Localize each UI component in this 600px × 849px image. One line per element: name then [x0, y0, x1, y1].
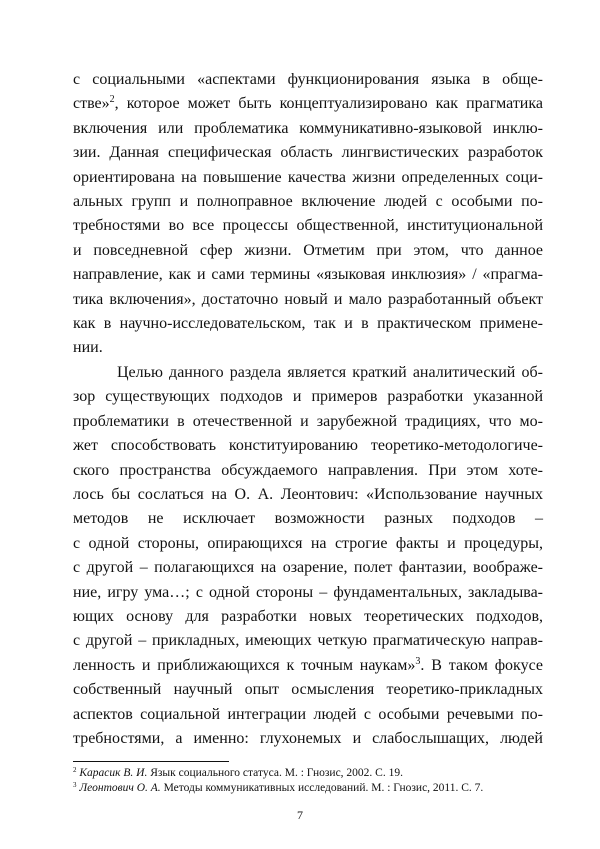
text-line: ского пространства обсуждаемого направления. При этом хоте- [73, 461, 543, 479]
text-line: требностями во все процессы общественной, институциональной [73, 217, 543, 235]
footnote-author: Карасик В. И. [79, 767, 148, 779]
text-line [73, 92, 543, 116]
text-line: лось бы сослаться на О. А. Леонтович: «Использование научных [73, 485, 543, 503]
text-line: требностями, а именно: глухонемых и слабослышащих, людей [73, 729, 543, 747]
text-line: нии. [73, 339, 103, 357]
footnote-text: Язык социального статуса. М. : Гнозис, 2002. С. 19. [147, 767, 403, 779]
text-line: тика включения», достаточно новый и мало разработанный объект [73, 290, 543, 308]
text-line: жет способствовать конституированию теоретико-методологиче- [73, 437, 543, 455]
text-fragment: ленность и приближающихся к точным наукам» [73, 656, 416, 674]
text-fragment: стве» [73, 95, 110, 113]
main-text [73, 68, 543, 751]
footnote-author: Леонтович О. А. [79, 781, 161, 794]
text-line: направление, как и сами термины «языковая инклюзия» / «прагма- [73, 266, 543, 284]
footnotes [73, 766, 543, 795]
text-line: аспектов социальной интеграции людей с особыми речевыми по- [73, 705, 543, 723]
footnote-text: Методы коммуникативных исследований. М. : Гнозис, 2011. С. 7. [160, 781, 484, 794]
text-line: с одной стороны, опирающихся на строгие факты и процедуры, [73, 534, 543, 552]
text-line: ющих основу для разработки новых теоретических подходов, [73, 607, 543, 625]
text-line: методов не исключает возможности разных подходов – [73, 510, 543, 528]
footnote [73, 781, 543, 796]
text-fragment: . В таком фокусе [420, 656, 544, 674]
text-line [73, 654, 543, 678]
text-fragment: , которое может быть концептуализировано как прагматика [114, 95, 543, 113]
text-line: альных групп и полноправное включение людей с особыми по- [73, 193, 543, 211]
footnote-ref: 2 [109, 94, 115, 106]
text-line: как в научно-исследовательском, так и в практическом примене- [73, 315, 543, 333]
footnote-number: 3 [73, 780, 77, 789]
text-line: ориентирована на повышение качества жизни определенных соци- [73, 168, 543, 186]
text-line: зии. Данная специфическая область лингвистических разработок [73, 144, 543, 162]
text-line: с другой – прикладных, имеющих четкую прагматическую направ- [73, 632, 543, 650]
footnote-divider [73, 761, 229, 762]
text-line: Целью данного раздела является краткий аналитический об- [117, 363, 543, 381]
footnote-number: 2 [73, 766, 77, 774]
page-number: 7 [297, 808, 303, 822]
text-line: зор существующих подходов и примеров разработки указанной [73, 388, 543, 406]
text-line: собственный научный опыт осмысления теоретико-прикладных [73, 681, 543, 699]
text-line: включения или проблематика коммуникативно-языковой инклю- [73, 119, 543, 137]
footnote [73, 766, 543, 781]
text-line: с социальными «аспектами функционирования языка в обще- [73, 71, 543, 88]
text-line: и повседневной сфер жизни. Отметим при этом, что данное [73, 241, 543, 259]
text-line: с другой – полагающихся на озарение, полет фантазии, воображе- [73, 559, 543, 577]
text-line: проблематики в отечественной и зарубежной традициях, что мо- [73, 412, 543, 430]
text-line: ние, игру ума…; с одной стороны – фундаментальных, закладыва- [73, 583, 543, 601]
footnote-ref: 3 [415, 655, 421, 667]
